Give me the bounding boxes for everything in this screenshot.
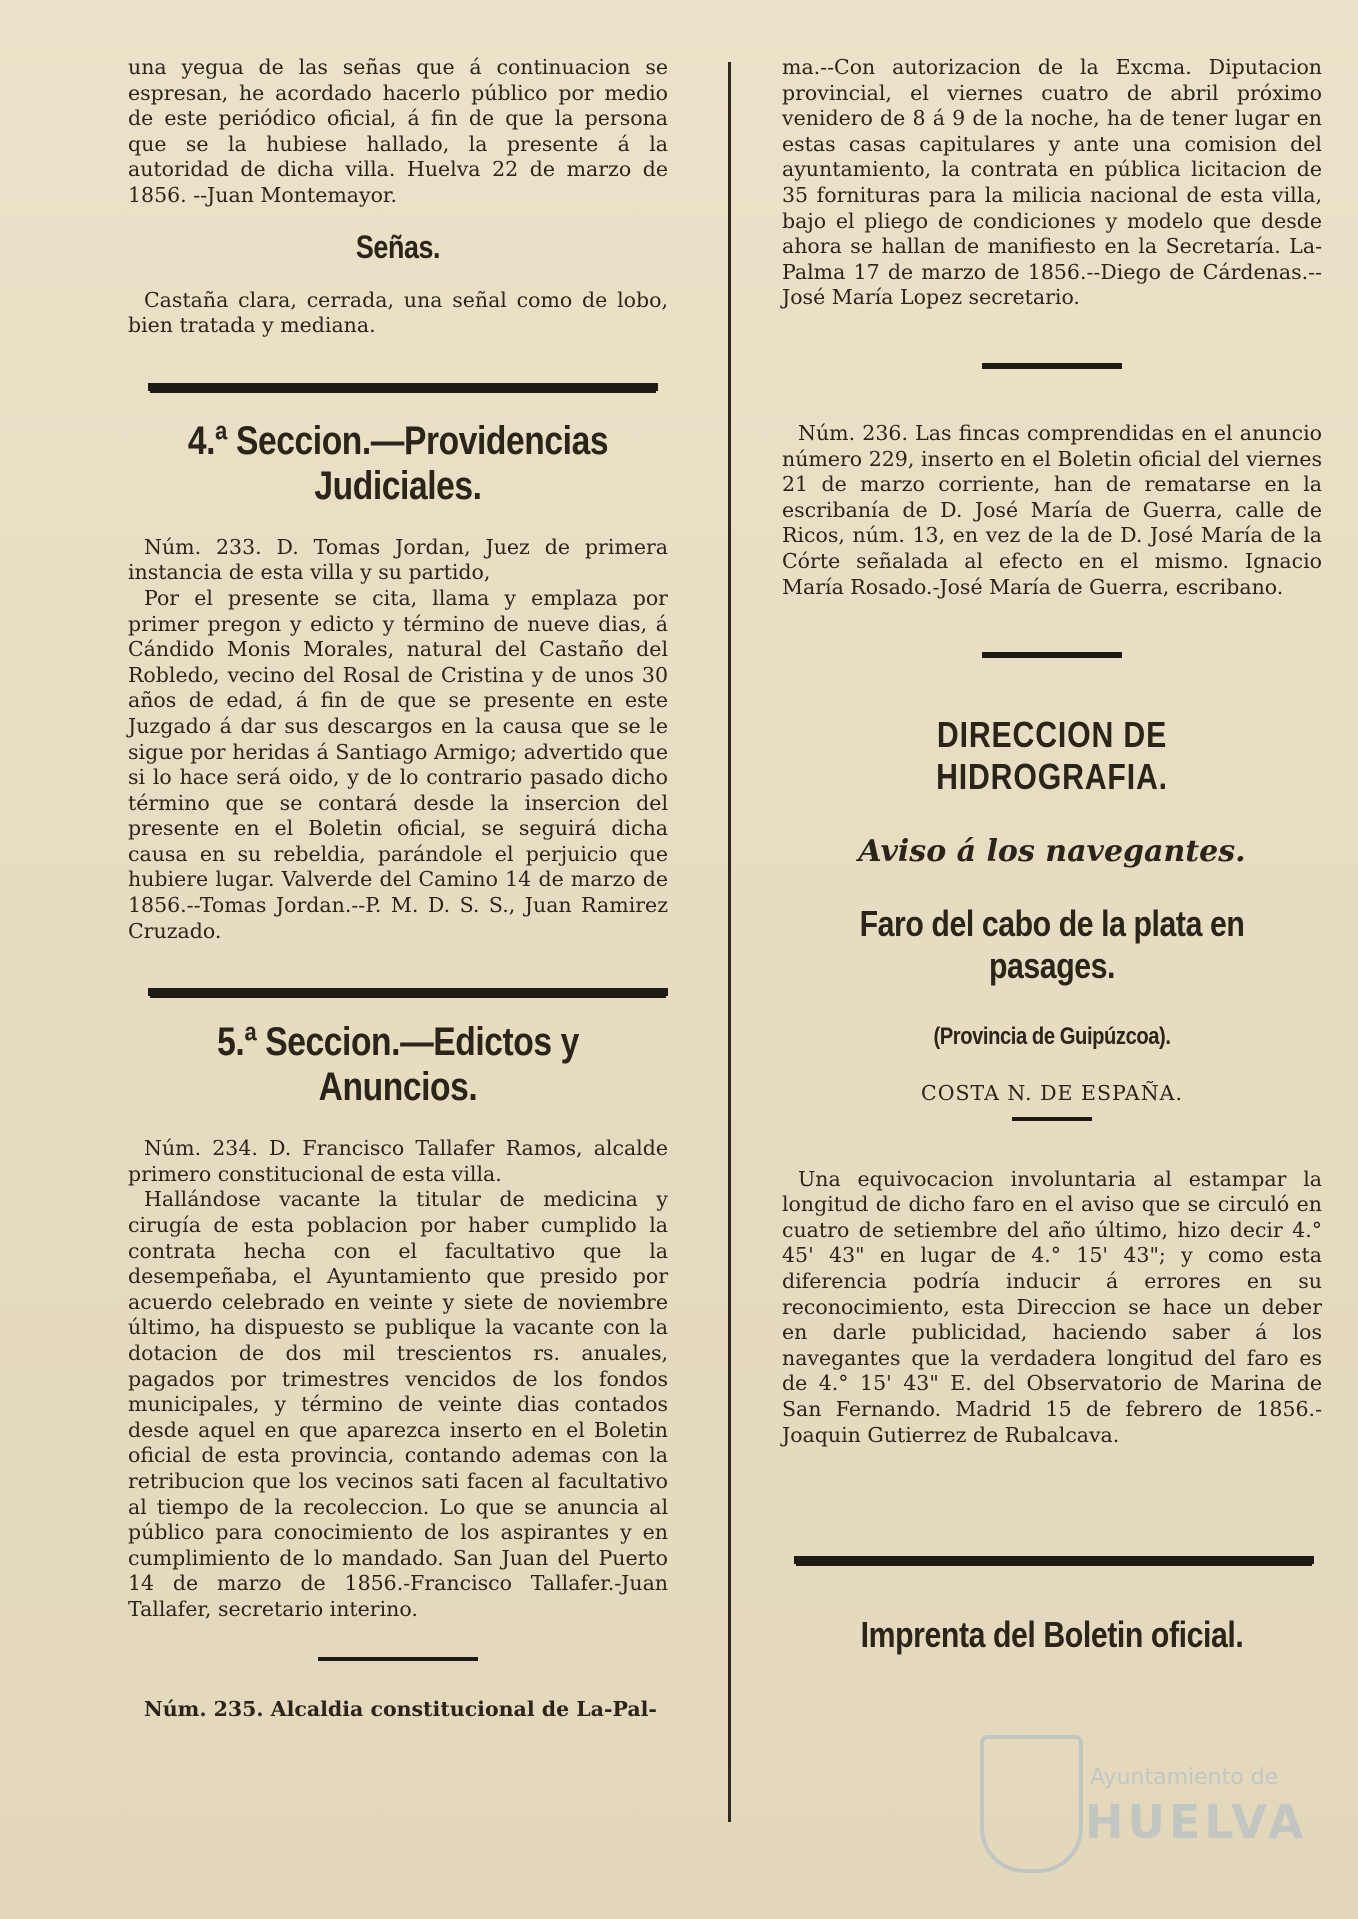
notice-235-continuation: ma.--Con autorizacion de la Excma. Diputacion provincial, el viernes cuatro de abril próximo venidero de 8 á 9 de la noche, ha de tener lugar en estas casas capitulares y ante una comision del ayuntamiento, la contrata en pública licitacion de 35 fornituras para la milicia nacional de esta villa, bajo el pliego de condiciones y modelo que desde ahora se hallan de manifiesto en la Secretaría. La-Palma 17 de marzo de 1856.--Diego de Cárdenas.--José María Lopez secretario. <box>782 55 1322 310</box>
imprenta-footer: Imprenta del Boletin oficial. <box>860 1614 1244 1656</box>
short-rule <box>318 1657 478 1661</box>
section-rule <box>794 1556 1314 1564</box>
section-rule <box>148 988 668 996</box>
notice-continuation: una yegua de las señas que á continuacion se espresan, he acordado hacerlo público por medio de este periódico oficial, á fin de que la persona que se la hubiese hallado, la presente á la autoridad de dicha villa. Huelva 22 de marzo de 1856. --Juan Montemayor. <box>128 55 668 207</box>
section-4-heading: 4.ª Seccion.—Providencias Judiciales. <box>187 418 609 508</box>
left-column <box>128 55 668 1722</box>
notice-234-header: Núm. 234. D. Francisco Tallafer Ramos, alcalde primero constitucional de esta villa. <box>128 1136 668 1186</box>
direccion-heading: DIRECCION DE HIDROGRAFIA. <box>936 714 1168 798</box>
provincia-label: (Provincia de Guipúzcoa). <box>933 1023 1171 1051</box>
senas-heading: Señas. <box>355 228 441 265</box>
faro-heading: Faro del cabo de la plata en pasages. <box>859 903 1245 987</box>
notice-233-body: Por el presente se cita, llama y emplaza por primer pregon y edicto y término de nueve dias, á Cándido Monis Morales, natural del Castaño del Robledo, vecino del Rosal de Cristina y de unos 30 años de edad, á fin de que se presente en este Juzgado á dar sus descargos en la causa que se le sigue por heridas á Santiago Armigo; advertido que si lo hace será oido, y de lo contrario pasado dicho término que se contará desde la insercion del presente en el Boletin oficial, se seguirá dicha causa en su rebeldia, parándole el perjuicio que hubiere lugar. Valverde del Camino 14 de marzo de 1856.--Tomas Jordan.--P. M. D. S. S., Juan Ramirez Cruzado. <box>128 585 668 943</box>
hidrografia-body: Una equivocacion involuntaria al estampar la longitud de dicho faro en el aviso que se circuló en cuatro de setiembre del año último, hizo decir 4.° 45' 43" en lugar de 4.° 15' 43"; y como esta diferencia podría inducir á errores en su reconocimiento, esta Direccion se hace un deber en darle publicidad, haciendo saber á los navegantes que la verdadera longitud del faro es de 4.° 15' 43" E. del Observatorio de Marina de San Fernando. Madrid 15 de febrero de 1856.-Joaquin Gutierrez de Rubalcava. <box>782 1166 1322 1447</box>
short-rule <box>982 363 1122 369</box>
watermark-big-text: HUELVA <box>1085 1795 1308 1849</box>
watermark-logo <box>960 1735 1308 1885</box>
notice-235-header: Núm. 235. Alcaldia constitucional de La-Pal- <box>144 1696 657 1721</box>
section-5-heading: 5.ª Seccion.—Edictos y Anuncios. <box>217 1020 579 1110</box>
aviso-heading: Aviso á los navegantes. <box>858 834 1246 870</box>
notice-234-body: Hallándose vacante la titular de medicina y cirugía de esta poblacion por haber cumplido la contrata hecha con el facultativo que la desempeñaba, el Ayuntamiento que presido por acuerdo celebrado en veinte y siete de noviembre último, ha dispuesto se publique la vacante con la dotacion de dos mil trescientos rs. anuales, pagados por trimestres vencidos de los fondos municipales, y término de veinte dias contados desde aquel en que aparezca inserto en el Boletin oficial de esta provincia, contando ademas con la retribucion que los vecinos sati facen al facultativo al tiempo de la recoleccion. Lo que se anuncia al público para conocimiento de los aspirantes y en cumplimiento de lo mandado. San Juan del Puerto 14 de marzo de 1856.-Francisco Tallafer.-Juan Tallafer, secretario interino. <box>128 1187 668 1621</box>
section-rule <box>148 383 658 391</box>
costa-label: COSTA N. DE ESPAÑA. <box>921 1081 1183 1106</box>
right-column <box>782 55 1322 1656</box>
shield-icon <box>980 1735 1083 1873</box>
notice-236: Núm. 236. Las fincas comprendidas en el anuncio número 229, inserto en el Boletin oficial del viernes 21 de marzo corriente, han de rematarse en la escribanía de D. José María de Guerra, calle de Ricos, núm. 13, en vez de la de D. José María de la Córte señalada al efecto en el mismo. Ignacio María Rosado.-José María de Guerra, escribano. <box>782 420 1322 599</box>
senas-text: Castaña clara, cerrada, una señal como de lobo, bien tratada y mediana. <box>128 287 668 338</box>
short-rule <box>982 652 1122 658</box>
watermark-small-text: Ayuntamiento de <box>1090 1765 1279 1790</box>
column-divider <box>728 62 731 1822</box>
short-rule <box>1012 1117 1092 1121</box>
notice-233-header: Núm. 233. D. Tomas Jordan, Juez de primera instancia de esta villa y su partido, <box>128 534 668 585</box>
